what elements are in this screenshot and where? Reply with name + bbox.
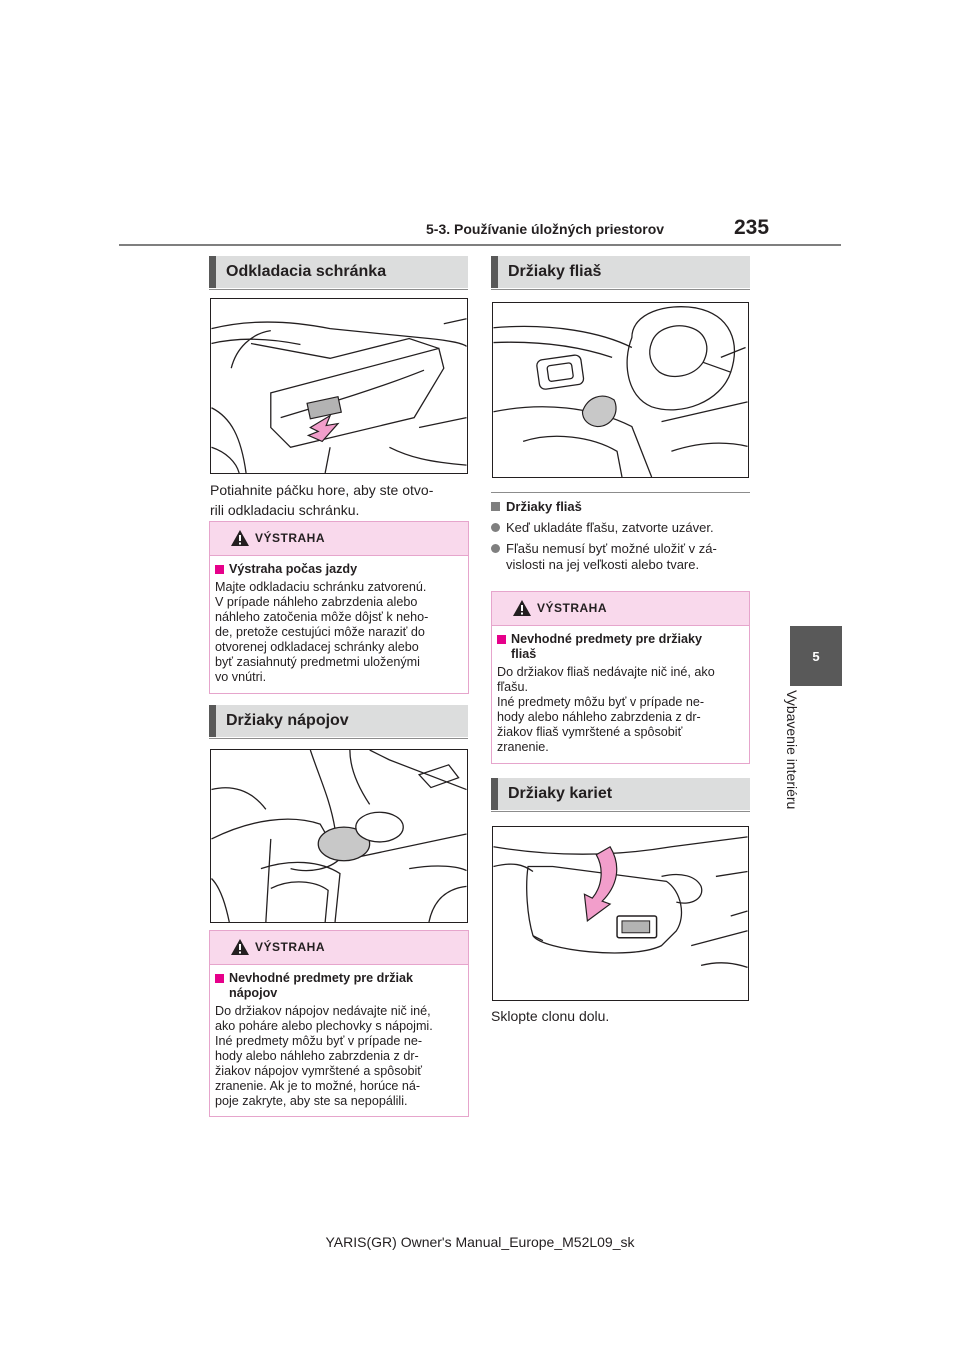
magenta-square-icon xyxy=(497,635,506,644)
warning-subheading: Nevhodné predmety pre držiaky fliaš xyxy=(497,632,743,662)
warning-text: Do držiakov fliaš nedávajte nič iné, ako fľašu. Iné predmety môžu byť v prípade ne- hody alebo náhleho zabrzdenia z dr- žiakov fliaš vymrštené a spôsobiť zranenie. xyxy=(497,665,715,754)
warning-triangle-icon xyxy=(230,529,250,547)
bottleholders-bullet: Fľašu nemusí byť možné uložiť v zá- vislosti na jej veľkosti alebo tvare. xyxy=(491,541,753,573)
section-title: 5-3. Používanie úložných priestorov xyxy=(426,221,665,237)
chapter-label: Vybavenie interiéru xyxy=(784,690,800,810)
page-number: 235 xyxy=(734,216,770,239)
warning-header xyxy=(210,931,468,965)
glovebox-heading: Odkladacia schránka xyxy=(209,256,468,288)
bottleholders-illustration xyxy=(493,303,748,477)
chapter-tab: 5 xyxy=(790,626,842,686)
cardholders-caption: Sklopte clonu dolu. xyxy=(491,1008,610,1024)
gray-square-icon xyxy=(491,502,500,511)
cardholders-illustration xyxy=(493,827,748,1000)
warning-triangle-icon xyxy=(512,599,532,617)
magenta-square-icon xyxy=(215,974,224,983)
warning-triangle-icon xyxy=(230,938,250,956)
cupholders-illustration xyxy=(211,750,467,922)
glovebox-caption: Potiahnite páčku hore, aby ste otvo- rili odkladaciu schránku. xyxy=(210,482,434,518)
warning-label: VÝSTRAHA xyxy=(537,601,608,615)
bottleholders-bullet: Keď ukladáte fľašu, zatvorte uzáver. xyxy=(491,520,753,536)
warning-header xyxy=(210,522,468,556)
glovebox-warning xyxy=(209,521,469,694)
warning-text: Do držiakov nápojov nedávajte nič iné, ako poháre alebo plechovky s nápojmi. Iné predmety môžu byť v prípade ne- hody alebo náhleho zabrzdenia z dr- žiakov nápojov vymrštené a spôsobiť zranenie. Ak je to možné, horúce ná- poje zakryte, aby ste sa nepopálili. xyxy=(215,1004,433,1108)
heading-rule xyxy=(491,811,750,812)
glovebox-illustration xyxy=(211,299,467,473)
warning-header xyxy=(492,592,749,626)
bottleholders-figure xyxy=(492,302,749,478)
cupholders-warning xyxy=(209,930,469,1117)
bottleholders-warning xyxy=(491,591,750,764)
warning-label: VÝSTRAHA xyxy=(255,940,326,954)
bottleholders-heading: Držiaky fliaš xyxy=(491,256,750,288)
glovebox-figure xyxy=(210,298,468,474)
section-rule xyxy=(491,492,750,493)
warning-label: VÝSTRAHA xyxy=(255,531,326,545)
warning-subheading: Výstraha počas jazdy xyxy=(215,562,462,577)
chapter-label-container xyxy=(781,690,803,830)
magenta-square-icon xyxy=(215,565,224,574)
heading-rule xyxy=(209,289,468,290)
cupholders-heading: Držiaky nápojov xyxy=(209,705,468,737)
footer: YARIS(GR) Owner's Manual_Europe_M52L09_sk xyxy=(325,1234,635,1250)
bullet-dot-icon xyxy=(491,544,500,553)
bottleholders-subheading: Držiaky fliaš xyxy=(491,499,753,515)
header-rule xyxy=(119,244,841,246)
heading-rule xyxy=(209,738,468,739)
cardholders-figure xyxy=(492,826,749,1001)
warning-text: Majte odkladaciu schránku zatvorenú. V prípade náhleho zabrzdenia alebo náhleho zatočenia môže dôjsť k neho- de, pretože cestujúci môže naraziť do otvorenej odkladacej schránky alebo byť zasiahnutý predmetmi uloženými vo vnútri. xyxy=(215,580,429,684)
warning-subheading: Nevhodné predmety pre držiak nápojov xyxy=(215,971,462,1001)
cupholders-figure xyxy=(210,749,468,923)
bullet-dot-icon xyxy=(491,523,500,532)
cardholders-heading: Držiaky kariet xyxy=(491,778,750,810)
heading-rule xyxy=(491,289,750,290)
